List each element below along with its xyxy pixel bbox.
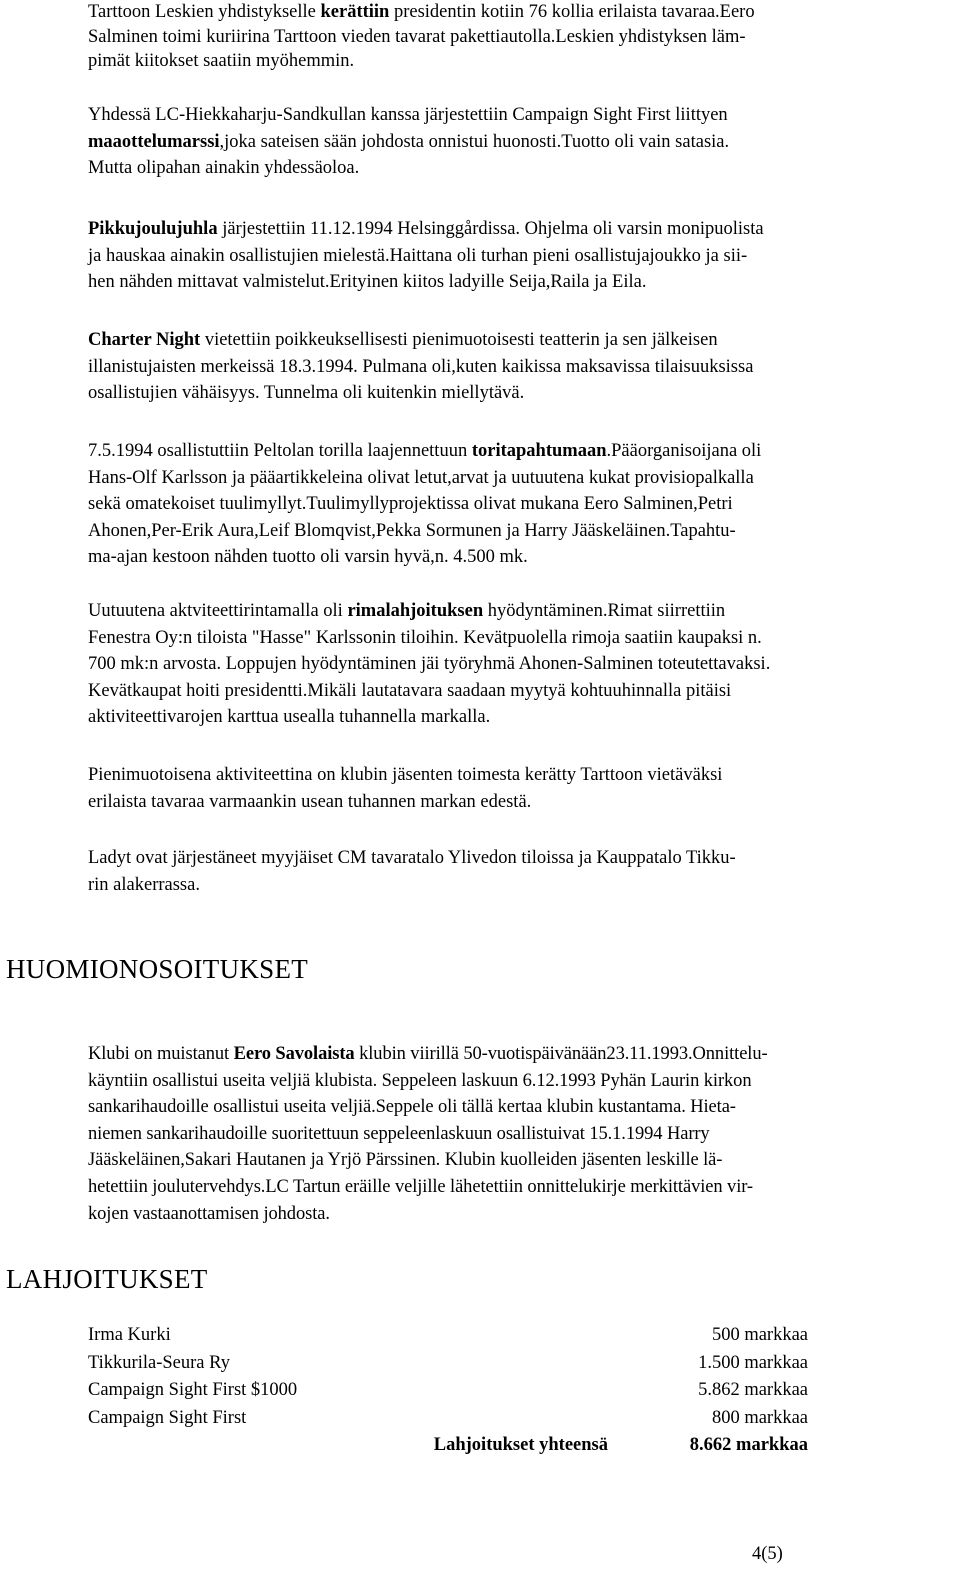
text-line: pimät kiitokset saatiin myöhemmin. xyxy=(88,51,355,72)
text-line: niemen sankarihaudoille suoritettuun seppeleenlaskuun osallistuivat 15.1.1994 Harry xyxy=(88,1123,710,1144)
text-line: ja hauskaa ainakin osallistujien mielestä.Haittana oli turhan pieni osallistujajoukko ja sii- xyxy=(88,245,748,266)
donations-total-label: Lahjoitukset yhteensä xyxy=(433,1435,608,1456)
text-line: Kevätkaupat hoiti presidentti.Mikäli lautatavara saadaan myytyä kohtuuhinnalla pitäisi xyxy=(88,680,732,701)
bold-term: Charter Night xyxy=(88,330,201,350)
donations-total-row xyxy=(88,1432,808,1460)
text-line: Mutta olipahan ainakin yhdessäoloa. xyxy=(88,158,360,179)
paragraph-tarttoon-tavarat xyxy=(88,762,948,815)
donation-row xyxy=(88,1350,808,1378)
donations-table xyxy=(88,1322,808,1460)
text-line: rin alakerrassa. xyxy=(88,874,200,895)
donations-rows xyxy=(88,1322,808,1432)
donor-name: Tikkurila-Seura Ry xyxy=(88,1352,230,1373)
text-line: sekä omatekoiset tuulimyllyt.Tuulimyllyprojektissa olivat mukana Eero Salminen,Petri xyxy=(88,494,733,515)
donor-name: Irma Kurki xyxy=(88,1325,171,1346)
paragraph-huomionosoitukset xyxy=(88,1041,948,1227)
bold-term: kerättiin xyxy=(320,2,390,22)
donor-name: Campaign Sight First $1000 xyxy=(88,1380,298,1401)
text-line: kojen vastaanottamisen johdosta. xyxy=(88,1203,330,1224)
text-line: Yhdessä LC-Hiekkaharju-Sandkullan kanssa järjestettiin Campaign Sight First liittyen xyxy=(88,105,728,125)
text-line: maaottelumarssi,joka sateisen sään johdosta onnistui huonosti.Tuotto oli vain satasia. xyxy=(88,131,730,152)
bold-term: rimalahjoituksen xyxy=(347,601,484,621)
donation-row xyxy=(88,1377,808,1405)
text-line: ma-ajan kestoon nähden tuotto oli varsin hyvä,n. 4.500 mk. xyxy=(88,547,528,568)
paragraph-rimalahjoitus xyxy=(88,598,948,731)
donor-name: Campaign Sight First xyxy=(88,1407,247,1428)
donation-amount: 800 markkaa xyxy=(711,1407,808,1428)
donation-row xyxy=(88,1322,808,1350)
donation-amount: 1.500 markkaa xyxy=(698,1352,808,1373)
paragraph-maaottelumarssi xyxy=(88,102,948,182)
heading-huomionosoitukset: HUOMIONOSOITUKSET xyxy=(6,954,309,984)
text-line: Ladyt ovat järjestäneet myyjäiset CM tavaratalo Ylivedon tiloissa ja Kauppatalo Tikku- xyxy=(88,848,736,868)
page-number: 4(5) xyxy=(752,1544,783,1564)
text-line: osallistujien vähäisyys. Tunnelma oli kuitenkin miellytävä. xyxy=(88,383,525,404)
text-line: 700 mk:n arvosta. Loppujen hyödyntäminen jäi työryhmä Ahonen-Salminen toteutettavaksi. xyxy=(88,654,771,675)
text-line: Ahonen,Per-Erik Aura,Leif Blomqvist,Pekka Sormunen ja Harry Jääskeläinen.Tapahtu- xyxy=(88,520,736,541)
text-line: Klubi on muistanut Eero Savolaista klubin viirillä 50-vuotispäivänään23.11.1993.Onnittelu- xyxy=(88,1044,768,1064)
bold-term: Eero Savolaista xyxy=(233,1044,355,1064)
heading-lahjoitukset: LAHJOITUKSET xyxy=(6,1264,208,1294)
paragraph-charter-night xyxy=(88,327,948,407)
bold-term: maaottelumarssi xyxy=(88,131,220,152)
donation-amount: 500 markkaa xyxy=(711,1325,808,1346)
text-line: hetettiin joulutervehdys.LC Tartun eräille veljille lähetettiin onnittelukirje merkittävien vir- xyxy=(88,1176,753,1197)
text-line: Salminen toimi kuriirina Tarttoon vieden tavarat pakettiautolla.Leskien yhdistyksen läm- xyxy=(88,26,746,47)
text-line: Pienimuotoisena aktiviteettina on klubin jäsenten toimesta kerätty Tarttoon vietäväksi xyxy=(88,765,723,785)
text-line: Uutuutena aktviteettirintamalla oli rimalahjoituksen hyödyntäminen.Rimat siirrettiin xyxy=(88,601,726,621)
text-line: Pikkujoulujuhla järjestettiin 11.12.1994 Helsinggårdissa. Ohjelma oli varsin monipuolista xyxy=(88,219,764,239)
donation-row xyxy=(88,1405,808,1433)
text-line: Charter Night vietettiin poikkeuksellisesti pienimuotoisesti teatterin ja sen jälkeisen xyxy=(88,330,718,350)
text-line: Jääskeläinen,Sakari Hautanen ja Yrjö Pärssinen. Klubin kuolleiden jäsenten leskille lä- xyxy=(88,1150,723,1171)
text-line: 7.5.1994 osallistuttiin Peltolan torilla laajennettuun toritapahtumaan.Pääorganisoijana oli xyxy=(88,441,762,461)
paragraph-myyjaiset xyxy=(88,845,948,898)
bold-term: toritapahtumaan xyxy=(471,441,607,461)
text-line: käyntiin osallistui useita veljiä klubista. Seppeleen laskuun 6.12.1993 Pyhän Laurin kirkon xyxy=(88,1070,752,1091)
text-line: illanistujaisten merkeissä 18.3.1994. Pulmana oli,kuten kaikissa maksavissa tilaisuuksissa xyxy=(88,356,754,377)
text-line: hen nähden mittavat valmistelut.Erityinen kiitos ladyille Seija,Raila ja Eila. xyxy=(88,272,647,293)
text-line: Hans-Olf Karlsson ja pääartikkeleina olivat letut,arvat ja uutuutena kukat provisiopalkalla xyxy=(88,467,754,488)
paragraph-tarttoon xyxy=(88,0,948,74)
paragraph-toritapahtuma xyxy=(88,438,948,571)
paragraph-pikkujoulujuhla xyxy=(88,216,948,296)
text-line: sankarihaudoille osallistui useita veljiä.Seppele oli tällä kertaa klubin kustantama. Hieta- xyxy=(88,1097,736,1118)
text-line: Tarttoon Leskien yhdistykselle kerättiin presidentin kotiin 76 kollia erilaista tavaraa.Eero xyxy=(88,2,755,22)
donations-total-amount: 8.662 markkaa xyxy=(689,1435,808,1456)
donation-amount: 5.862 markkaa xyxy=(698,1380,808,1401)
text-line: aktiviteettivarojen karttua usealla tuhannella markalla. xyxy=(88,707,491,728)
text-line: erilaista tavaraa varmaankin usean tuhannen markan edestä. xyxy=(88,791,532,812)
bold-term: Pikkujoulujuhla xyxy=(88,219,218,239)
text-line: Fenestra Oy:n tiloista "Hasse" Karlssonin tiloihin. Kevätpuolella rimoja saatiin kaupaksi n. xyxy=(88,627,762,648)
